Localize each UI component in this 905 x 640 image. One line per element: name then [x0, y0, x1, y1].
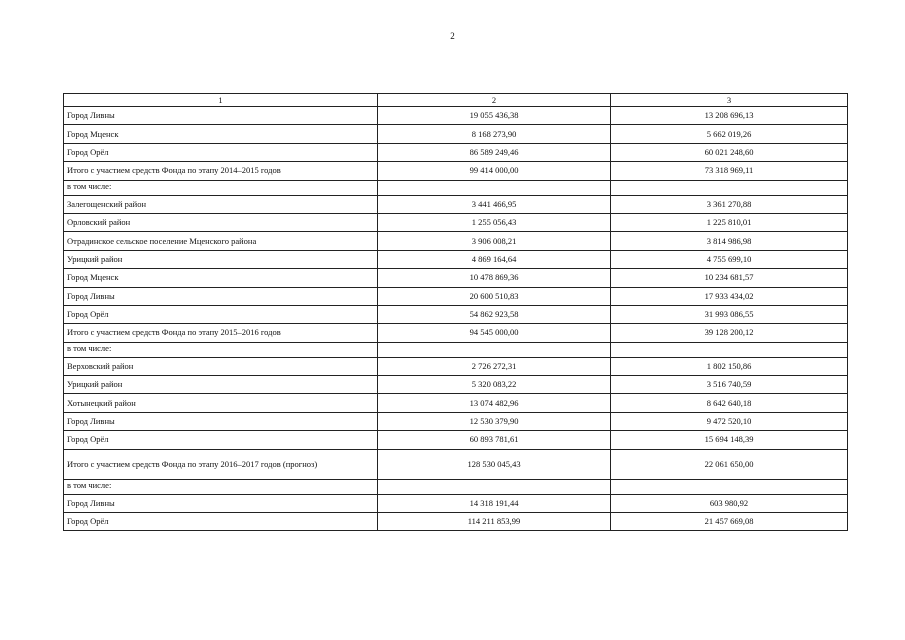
row-label: Город Орёл — [64, 143, 378, 161]
row-label: в том числе: — [64, 180, 378, 195]
table-row — [64, 376, 848, 394]
row-label: Урицкий район — [64, 376, 378, 394]
row-label: Отрадинское сельское поселение Мценского района — [64, 232, 378, 250]
row-value-col2: 2 726 272,31 — [378, 357, 611, 375]
row-value-col2: 128 530 045,43 — [378, 449, 611, 479]
row-value-col2: 1 255 056,43 — [378, 213, 611, 231]
row-value-col3: 5 662 019,26 — [611, 125, 848, 143]
row-label: Орловский район — [64, 213, 378, 231]
table-row — [64, 125, 848, 143]
row-value-col2: 114 211 853,99 — [378, 513, 611, 531]
column-header-3: 3 — [611, 94, 848, 107]
row-value-col2: 19 055 436,38 — [378, 107, 611, 125]
row-value-col2: 14 318 191,44 — [378, 494, 611, 512]
row-value-col2: 54 862 923,58 — [378, 305, 611, 323]
row-label: Урицкий район — [64, 250, 378, 268]
table-row — [64, 250, 848, 268]
row-label: Залегощенский район — [64, 195, 378, 213]
row-value-col2: 3 441 466,95 — [378, 195, 611, 213]
row-value-col2: 3 906 008,21 — [378, 232, 611, 250]
table-row — [64, 213, 848, 231]
row-value-col3: 10 234 681,57 — [611, 269, 848, 287]
table-row — [64, 342, 848, 357]
row-value-col3: 60 021 248,60 — [611, 143, 848, 161]
row-value-col3: 3 516 740,59 — [611, 376, 848, 394]
table-row — [64, 394, 848, 412]
row-label: Итого с участием средств Фонда по этапу 2014–2015 годов — [64, 162, 378, 180]
table-row — [64, 494, 848, 512]
row-value-col2: 13 074 482,96 — [378, 394, 611, 412]
table-row — [64, 232, 848, 250]
row-label: Город Мценск — [64, 269, 378, 287]
row-value-col3 — [611, 342, 848, 357]
table-row — [64, 324, 848, 342]
row-value-col2: 20 600 510,83 — [378, 287, 611, 305]
row-value-col3 — [611, 180, 848, 195]
row-label: Хотынецкий район — [64, 394, 378, 412]
row-value-col3: 21 457 669,08 — [611, 513, 848, 531]
row-value-col3: 22 061 650,00 — [611, 449, 848, 479]
page-number: 2 — [450, 31, 455, 41]
row-value-col2: 4 869 164,64 — [378, 250, 611, 268]
table-row — [64, 513, 848, 531]
funding-table — [63, 93, 848, 531]
row-label: Город Ливны — [64, 287, 378, 305]
row-value-col3: 39 128 200,12 — [611, 324, 848, 342]
row-value-col2: 5 320 083,22 — [378, 376, 611, 394]
table-row — [64, 143, 848, 161]
table-row — [64, 357, 848, 375]
table-row — [64, 180, 848, 195]
row-value-col2: 12 530 379,90 — [378, 412, 611, 430]
row-label: Верховский район — [64, 357, 378, 375]
row-label: Город Орёл — [64, 431, 378, 449]
row-label: Город Орёл — [64, 305, 378, 323]
row-label: Итого с участием средств Фонда по этапу 2016–2017 годов (прогноз) — [64, 449, 378, 479]
row-value-col3: 1 225 810,01 — [611, 213, 848, 231]
row-label: Город Орёл — [64, 513, 378, 531]
table-row — [64, 287, 848, 305]
row-value-col3: 3 814 986,98 — [611, 232, 848, 250]
table-row — [64, 479, 848, 494]
row-value-col2 — [378, 342, 611, 357]
table-row — [64, 107, 848, 125]
row-label: Город Ливны — [64, 412, 378, 430]
row-value-col3: 13 208 696,13 — [611, 107, 848, 125]
row-value-col3: 15 694 148,39 — [611, 431, 848, 449]
row-value-col2: 8 168 273,90 — [378, 125, 611, 143]
row-value-col3: 3 361 270,88 — [611, 195, 848, 213]
row-label: Итого с участием средств Фонда по этапу 2015–2016 годов — [64, 324, 378, 342]
row-label: в том числе: — [64, 479, 378, 494]
table-header-row — [64, 94, 848, 107]
row-value-col2: 86 589 249,46 — [378, 143, 611, 161]
table-row — [64, 449, 848, 479]
row-value-col2: 10 478 869,36 — [378, 269, 611, 287]
row-value-col3: 9 472 520,10 — [611, 412, 848, 430]
table-row — [64, 269, 848, 287]
table-row — [64, 162, 848, 180]
row-value-col3: 8 642 640,18 — [611, 394, 848, 412]
row-label: Город Ливны — [64, 107, 378, 125]
row-label: Город Ливны — [64, 494, 378, 512]
row-value-col2 — [378, 180, 611, 195]
table-row — [64, 412, 848, 430]
column-header-2: 2 — [378, 94, 611, 107]
row-value-col3: 4 755 699,10 — [611, 250, 848, 268]
row-value-col3: 31 993 086,55 — [611, 305, 848, 323]
row-label: в том числе: — [64, 342, 378, 357]
table-row — [64, 305, 848, 323]
row-value-col3: 17 933 434,02 — [611, 287, 848, 305]
table-row — [64, 195, 848, 213]
row-value-col2 — [378, 479, 611, 494]
row-label: Город Мценск — [64, 125, 378, 143]
row-value-col3: 73 318 969,11 — [611, 162, 848, 180]
row-value-col3: 603 980,92 — [611, 494, 848, 512]
table-row — [64, 431, 848, 449]
row-value-col3: 1 802 150,86 — [611, 357, 848, 375]
row-value-col2: 94 545 000,00 — [378, 324, 611, 342]
row-value-col2: 60 893 781,61 — [378, 431, 611, 449]
row-value-col3 — [611, 479, 848, 494]
column-header-1: 1 — [64, 94, 378, 107]
row-value-col2: 99 414 000,00 — [378, 162, 611, 180]
